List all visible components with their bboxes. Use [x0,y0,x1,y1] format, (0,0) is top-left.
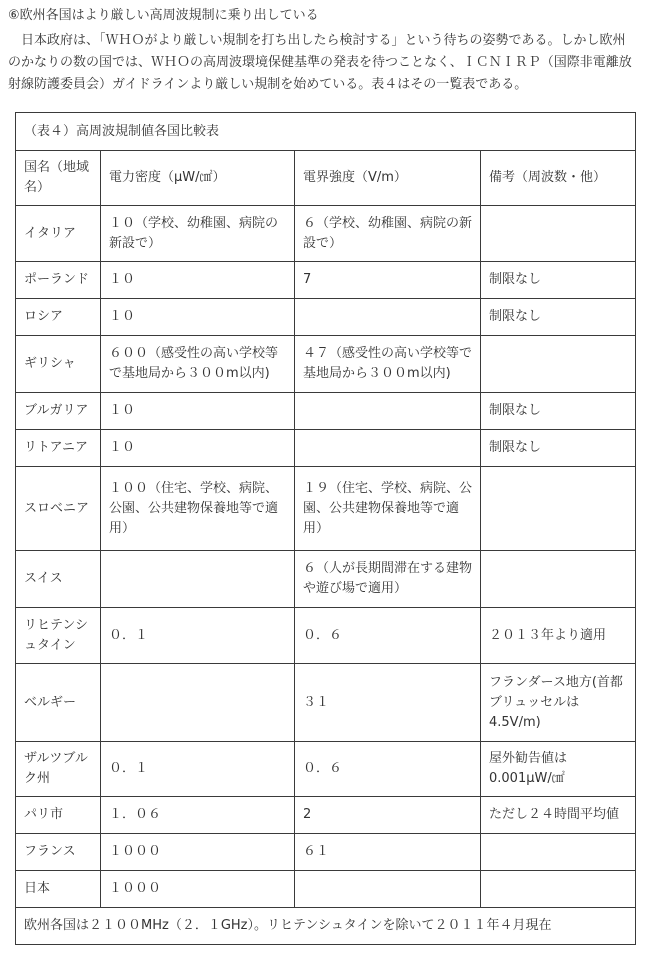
table-row [16,608,636,664]
cell-note: フランダース地方(首都ブリュッセルは4.5V/m) [481,664,636,742]
cell-field-strength: ０．６ [295,608,481,664]
cell-power-density: ０．１ [101,742,295,797]
cell-power-density: １０００ [101,834,295,871]
intro-text: 日本政府は、「ＷＨＯがより厳しい規制を打ち出したら検討する」という待ちの姿勢である。しかし欧州のかなりの数の国では、ＷＨＯの高周波環境保健基準の発表を待つことなく、ＩＣＮＩＲＰ（国際非電離放射線防護委員会）ガイドラインより厳しい規制を始めている。表４はその一覧表である。 [8,33,632,92]
cell-power-density: １０ [101,262,295,299]
cell-field-strength: ４７（感受性の高い学校等で基地局から３００m以内) [295,336,481,393]
table-caption: （表４）高周波規制値各国比較表 [16,113,636,151]
intro-paragraph [8,30,636,96]
table-row [16,262,636,299]
cell-power-density: １０ [101,430,295,467]
cell-country: イタリア [16,206,101,262]
cell-power-density [101,664,295,742]
table-row [16,206,636,262]
header-field-strength: 電界強度（V/m） [295,151,481,206]
cell-country: フランス [16,834,101,871]
cell-power-density: １０００ [101,871,295,908]
table-row [16,430,636,467]
cell-country: ブルガリア [16,393,101,430]
cell-country: ベルギー [16,664,101,742]
cell-field-strength: ６（学校、幼稚園、病院の新設で） [295,206,481,262]
table-footnote: 欧州各国は２１００MHz（２．１GHz）。リヒテンシュタインを除いて２０１１年４月現在 [16,908,636,945]
cell-power-density: １０（学校、幼稚園、病院の新設で） [101,206,295,262]
cell-field-strength: 2 [295,797,481,834]
table-row [16,299,636,336]
table-row [16,393,636,430]
cell-note: 制限なし [481,299,636,336]
cell-country: リトアニア [16,430,101,467]
cell-country: スイス [16,551,101,608]
cell-note [481,206,636,262]
cell-power-density: ６００（感受性の高い学校等で基地局から３００m以内) [101,336,295,393]
cell-note: 制限なし [481,430,636,467]
cell-power-density: １０ [101,393,295,430]
table-row [16,742,636,797]
cell-note: ただし２４時間平均値 [481,797,636,834]
cell-country: ロシア [16,299,101,336]
table-row [16,467,636,551]
cell-note [481,834,636,871]
cell-power-density [101,551,295,608]
comparison-table [15,112,636,945]
header-row [16,151,636,206]
cell-note: 制限なし [481,393,636,430]
table-row [16,797,636,834]
cell-field-strength [295,430,481,467]
cell-field-strength: ６（人が長期間滞在する建物や遊び場で適用） [295,551,481,608]
cell-field-strength: ３１ [295,664,481,742]
section-heading: ⑥欧州各国はより厳しい高周波規制に乗り出している [8,8,319,23]
table-row [16,551,636,608]
header-notes: 備考（周波数・他） [481,151,636,206]
table-row [16,871,636,908]
cell-country: パリ市 [16,797,101,834]
cell-country: スロベニア [16,467,101,551]
cell-power-density: １．０６ [101,797,295,834]
cell-country: 日本 [16,871,101,908]
caption-row [16,113,636,151]
cell-note [481,871,636,908]
cell-field-strength [295,299,481,336]
cell-country: ギリシャ [16,336,101,393]
cell-country: ポーランド [16,262,101,299]
table-body [16,113,636,945]
cell-note [481,551,636,608]
cell-field-strength: ６１ [295,834,481,871]
cell-power-density: １００（住宅、学校、病院、公園、公共建物保養地等で適用） [101,467,295,551]
footnote-row [16,908,636,945]
cell-field-strength: １９（住宅、学校、病院、公園、公共建物保養地等で適用） [295,467,481,551]
table-row [16,834,636,871]
cell-note [481,467,636,551]
header-power-density: 電力密度（µW/㎠） [101,151,295,206]
table-row [16,664,636,742]
table-row [16,336,636,393]
cell-note: 屋外勧告値は0.001µW/㎠ [481,742,636,797]
cell-field-strength [295,393,481,430]
header-country: 国名（地域名） [16,151,101,206]
cell-power-density: １０ [101,299,295,336]
cell-field-strength: 7 [295,262,481,299]
cell-country: リヒテンシュタイン [16,608,101,664]
cell-note: ２０１３年より適用 [481,608,636,664]
cell-field-strength [295,871,481,908]
cell-country: ザルツブルク州 [16,742,101,797]
cell-field-strength: ０．６ [295,742,481,797]
cell-power-density: ０．１ [101,608,295,664]
cell-note: 制限なし [481,262,636,299]
cell-note [481,336,636,393]
